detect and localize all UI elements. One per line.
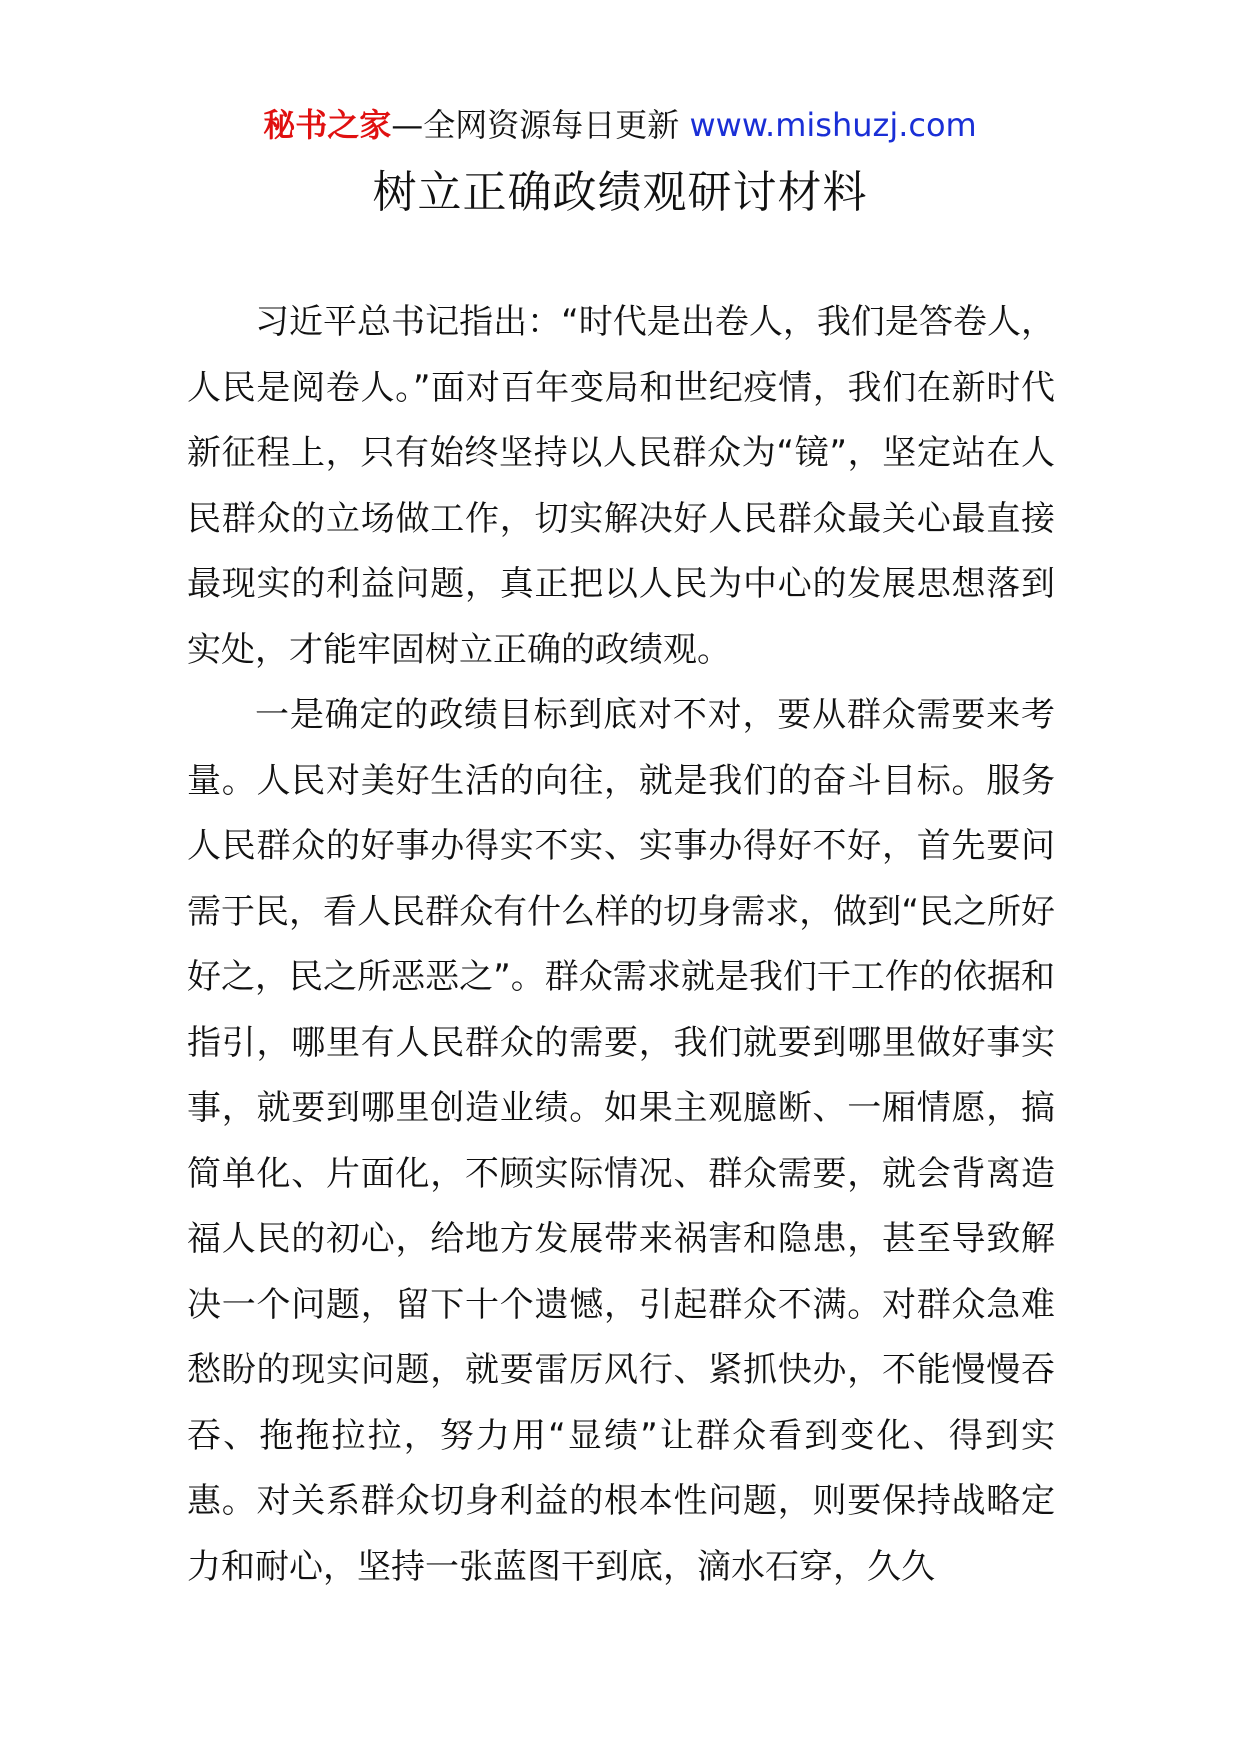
header-slogan: —全网资源每日更新	[391, 106, 690, 144]
paragraph-point-one: 一是确定的政绩目标到底对不对，要从群众需要来考量。人民对美好生活的向往，就是我们的奋斗目标。服务人民群众的好事办得实不实、实事办得好不好，首先要问需于民，看人民群众有什么样的切身需求，做到“民之所好好之，民之所恶恶之”。群众需求就是我们干工作的依据和指引，哪里有人民群众的需要，我们就要到哪里做好事实事，就要到哪里创造业绩。如果主观臆断、一厢情愿，搞简单化、片面化，不顾实际情况、群众需要，就会背离造福人民的初心，给地方发展带来祸害和隐患，甚至导致解决一个问题，留下十个遗憾，引起群众不满。对群众急难愁盼的现实问题，就要雷厉风行、紧抓快办，不能慢慢吞吞、拖拖拉拉，努力用“显绩”让群众看到变化、得到实惠。对关系群众切身利益的根本性问题，则要保持战略定力和耐心，坚持一张蓝图干到底，滴水石穿，久久	[187, 695, 1055, 1587]
document-title: 树立正确政绩观研讨材料	[372, 167, 868, 218]
brand-name: 秘书之家	[263, 106, 392, 144]
document-body	[187, 290, 1055, 1600]
watermark-header	[0, 100, 1240, 150]
paragraph-intro: 习近平总书记指出：“时代是出卷人，我们是答卷人，人民是阅卷人。”面对百年变局和世纪疫情，我们在新时代新征程上，只有始终坚持以人民群众为“镜”，坚定站在人民群众的立场做工作，切实解决好人民群众最关心最直接最现实的利益问题，真正把以人民为中心的发展思想落到实处，才能牢固树立正确的政绩观。	[187, 302, 1055, 670]
site-url-link[interactable]: www.mishuzj.com	[689, 106, 977, 144]
